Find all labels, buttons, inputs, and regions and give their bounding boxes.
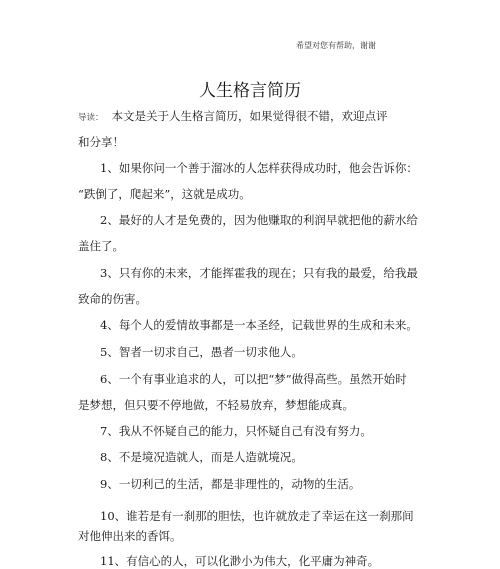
quote-3-line-1: 3、只有你的未来，才能挥霍我的现在；只有我的最爱，给我最 [100,266,418,280]
header-note: 希望对您有帮助，谢谢 [296,41,376,50]
quote-4: 4、每个人的爱情故事都是一本圣经，记载世界的生成和未来。 [100,318,418,332]
document-title: 人生格言简历 [199,81,301,101]
quote-10-line-2: 对他伸出来的香饵。 [78,529,182,543]
quote-6-line-1: 6、一个有事业追求的人，可以把“梦”做得高些。虽然开始时 [100,372,407,386]
quote-2-line-2: 盖住了。 [78,239,124,253]
quote-10-line-1: 10、谁若是有一刹那的胆怯，也许就放走了幸运在这一刹那间 [100,509,414,523]
quote-1-line-2: “跌倒了，爬起来”，这就是成功。 [78,187,251,201]
quote-1-line-1: 1、如果你问一个善于溜冰的人怎样获得成功时，他会告诉你： [100,161,418,175]
quote-7: 7、我从不怀疑自己的能力，只怀疑自己有没有努力。 [100,424,372,438]
intro-line-2: 和分享！ [78,135,124,149]
intro-label: 导读： [78,113,104,123]
quote-6-line-2: 是梦想，但只要不停地做，不轻易放弃，梦想能成真。 [78,398,354,412]
quote-9: 9、一切利己的生活，都是非理性的，动物的生活。 [100,477,361,491]
quote-5: 5、智者一切求自己，愚者一切求他人。 [100,345,303,359]
quote-3-line-2: 致命的伤害。 [78,292,147,306]
quote-2-line-1: 2、最好的人才是免费的，因为他赚取的利润早就把他的薪水给 [100,213,418,227]
quote-8: 8、不是境况造就人，而是人造就境况。 [100,450,303,464]
intro-line-1 [78,108,388,124]
quote-11: 11、有信心的人，可以化渺小为伟大，化平庸为神奇。 [100,554,380,568]
intro-text: 本文是关于人生格言简历，如果觉得很不错，欢迎点评 [111,109,388,123]
